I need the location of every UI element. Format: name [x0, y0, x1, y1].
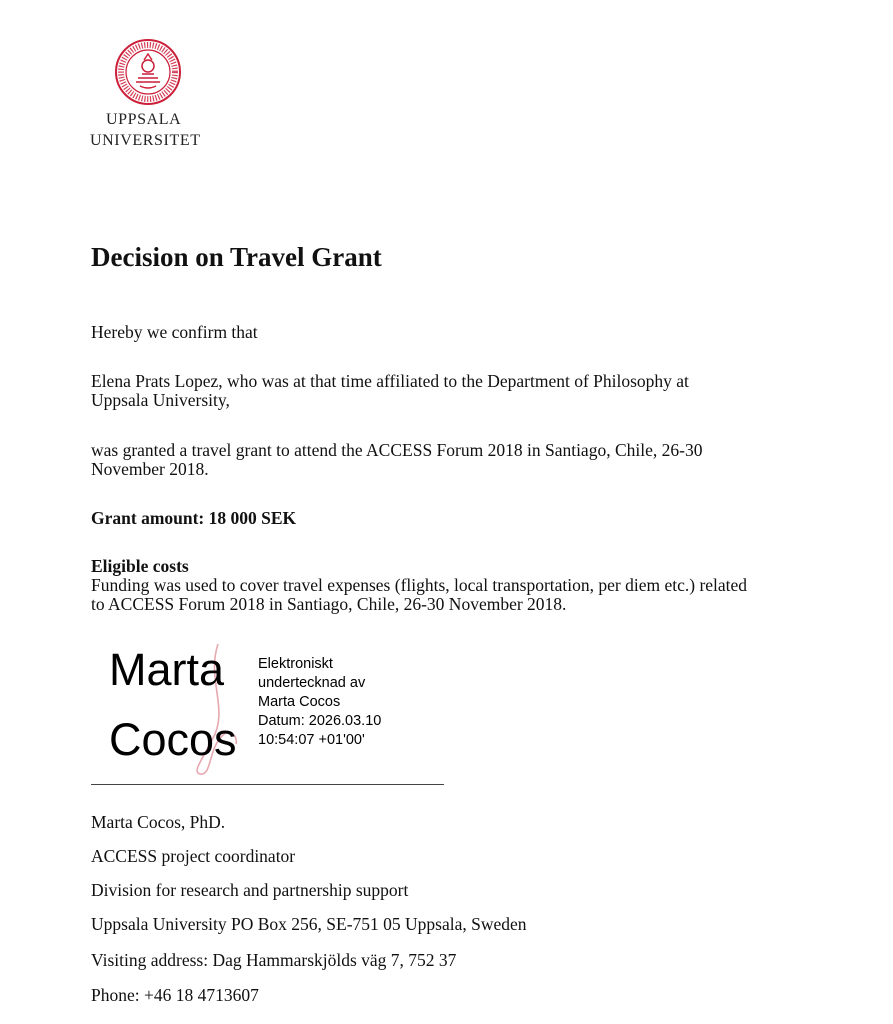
logo-line-uppsala: UPPSALA — [106, 111, 182, 128]
stamp-line: Elektroniskt — [258, 656, 333, 672]
logo-line-universitet: UNIVERSITET — [90, 132, 201, 149]
signature-name-first: Marta — [109, 644, 225, 695]
grant-line-1: was granted a travel grant to attend the ACCESS Forum 2018 in Santiago, Chile, 26-30 — [91, 440, 703, 460]
affiliation-line-2: Uppsala University, — [91, 390, 230, 410]
digital-signature-stamp — [258, 655, 381, 750]
eligible-costs-line-2: to ACCESS Forum 2018 in Santiago, Chile, 26-30 November 2018. — [91, 594, 567, 614]
contact-role: ACCESS project coordinator — [91, 846, 296, 866]
document-title: Decision on Travel Grant — [91, 242, 382, 272]
contact-visiting-address: Visiting address: Dag Hammarskjölds väg 7, 752 37 — [91, 950, 457, 970]
grant-line-2: November 2018. — [91, 459, 209, 479]
contact-division: Division for research and partnership support — [91, 880, 409, 900]
affiliation-line-1: Elena Prats Lopez, who was at that time affiliated to the Department of Philosophy at — [91, 371, 689, 391]
stamp-line: 10:54:07 +01'00' — [258, 732, 365, 748]
signature-name-last: Cocos — [109, 714, 237, 765]
university-seal-icon — [114, 38, 182, 106]
contact-phone: Phone: +46 18 4713607 — [91, 985, 259, 1005]
signature-line — [91, 784, 444, 785]
stamp-line: Marta Cocos — [258, 694, 341, 710]
eligible-costs-heading: Eligible costs — [91, 556, 189, 576]
stamp-line: Datum: 2026.03.10 — [258, 713, 382, 729]
contact-name: Marta Cocos, PhD. — [91, 812, 226, 832]
intro-paragraph: Hereby we confirm that — [91, 322, 258, 342]
contact-postal-address: Uppsala University PO Box 256, SE-751 05 Uppsala, Sweden — [91, 914, 527, 934]
grant-amount: Grant amount: 18 000 SEK — [91, 508, 297, 528]
eligible-costs-line-1: Funding was used to cover travel expenses (flights, local transportation, per diem etc.) related — [91, 575, 748, 595]
stamp-line: undertecknad av — [258, 675, 366, 691]
